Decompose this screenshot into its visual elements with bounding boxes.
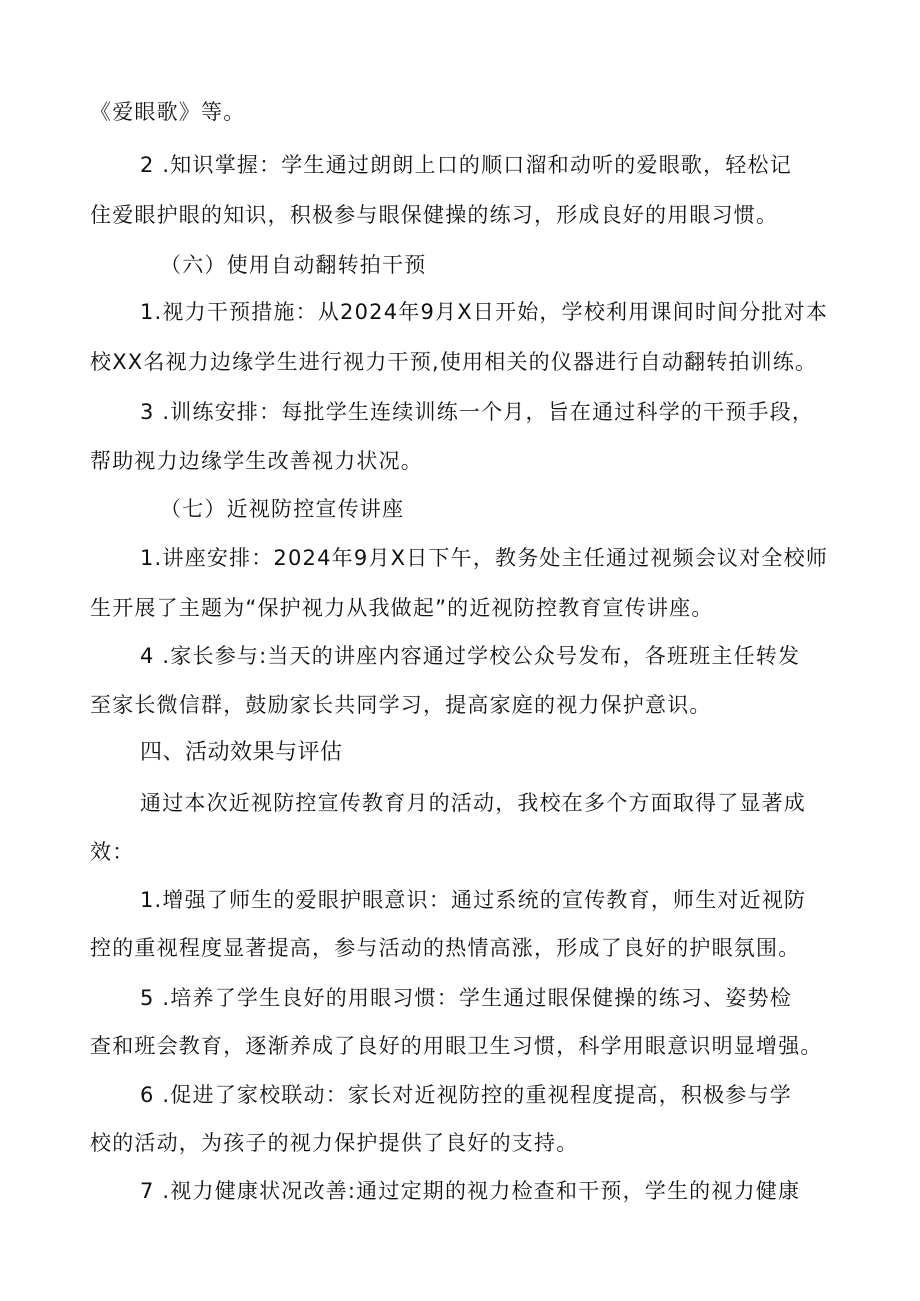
text-line: 1.视力干预措施：从2024年9月X日开始，学校利用课间时间分批对本 <box>140 300 829 324</box>
text-line: 住爱眼护眼的知识，积极参与眼保健操的练习，形成良好的用眼习惯。 <box>90 203 779 227</box>
text-line: 4 .家长参与:当天的讲座内容通过学校公众号发布，各班班主任转发 <box>140 644 801 668</box>
text-line: 生开展了主题为“保护视力从我做起”的近视防控教育宣传讲座。 <box>90 596 714 620</box>
section-subheading: （六）使用自动翻转拍干预 <box>160 253 427 277</box>
text-line: 7 .视力健康状况改善:通过定期的视力检查和干预，学生的视力健康 <box>140 1179 801 1203</box>
text-line: 效： <box>90 840 135 864</box>
text-line: 1.讲座安排：2024年9月X日下午，教务处主任通过视频会议对全校师 <box>140 546 829 570</box>
text-line: 3 .训练安排：每批学生连续训练一个月，旨在通过科学的干预手段， <box>140 400 815 424</box>
section-subheading: （七）近视防控宣传讲座 <box>160 497 405 521</box>
text-line: 1.增强了师生的爱眼护眼意识：通过系统的宣传教育，师生对近视防 <box>140 888 807 912</box>
text-line: 控的重视程度显著提高，参与活动的热情高涨，形成了良好的护眼氛围。 <box>90 936 801 960</box>
text-line: 至家长微信群，鼓励家长共同学习，提高家庭的视力保护意识。 <box>90 693 712 717</box>
text-line: 5 .培养了学生良好的用眼习惯：学生通过眼保健操的练习、姿势检 <box>140 986 792 1010</box>
text-line: 通过本次近视防控宣传教育月的活动，我校在多个方面取得了显著成 <box>140 791 806 815</box>
text-line: 校的活动，为孩子的视力保护提供了良好的支持。 <box>90 1131 579 1155</box>
text-line: 帮助视力边缘学生改善视力状况。 <box>90 449 423 473</box>
section-heading: 四、活动效果与评估 <box>140 740 343 765</box>
text-line: 2 .知识掌握：学生通过朗朗上口的顺口溜和动听的爱眼歌，轻松记 <box>140 153 792 177</box>
text-line: 校XX名视力边缘学生进行视力干预,使用相关的仪器进行自动翻转拍训练。 <box>90 350 818 374</box>
text-line: 《爱眼歌》等。 <box>90 100 246 124</box>
text-line: 查和班会教育，逐渐养成了良好的用眼卫生习惯，科学用眼意识明显增强。 <box>90 1034 823 1058</box>
text-line: 6 .促进了家校联动：家长对近视防控的重视程度提高，积极参与学 <box>140 1083 792 1107</box>
